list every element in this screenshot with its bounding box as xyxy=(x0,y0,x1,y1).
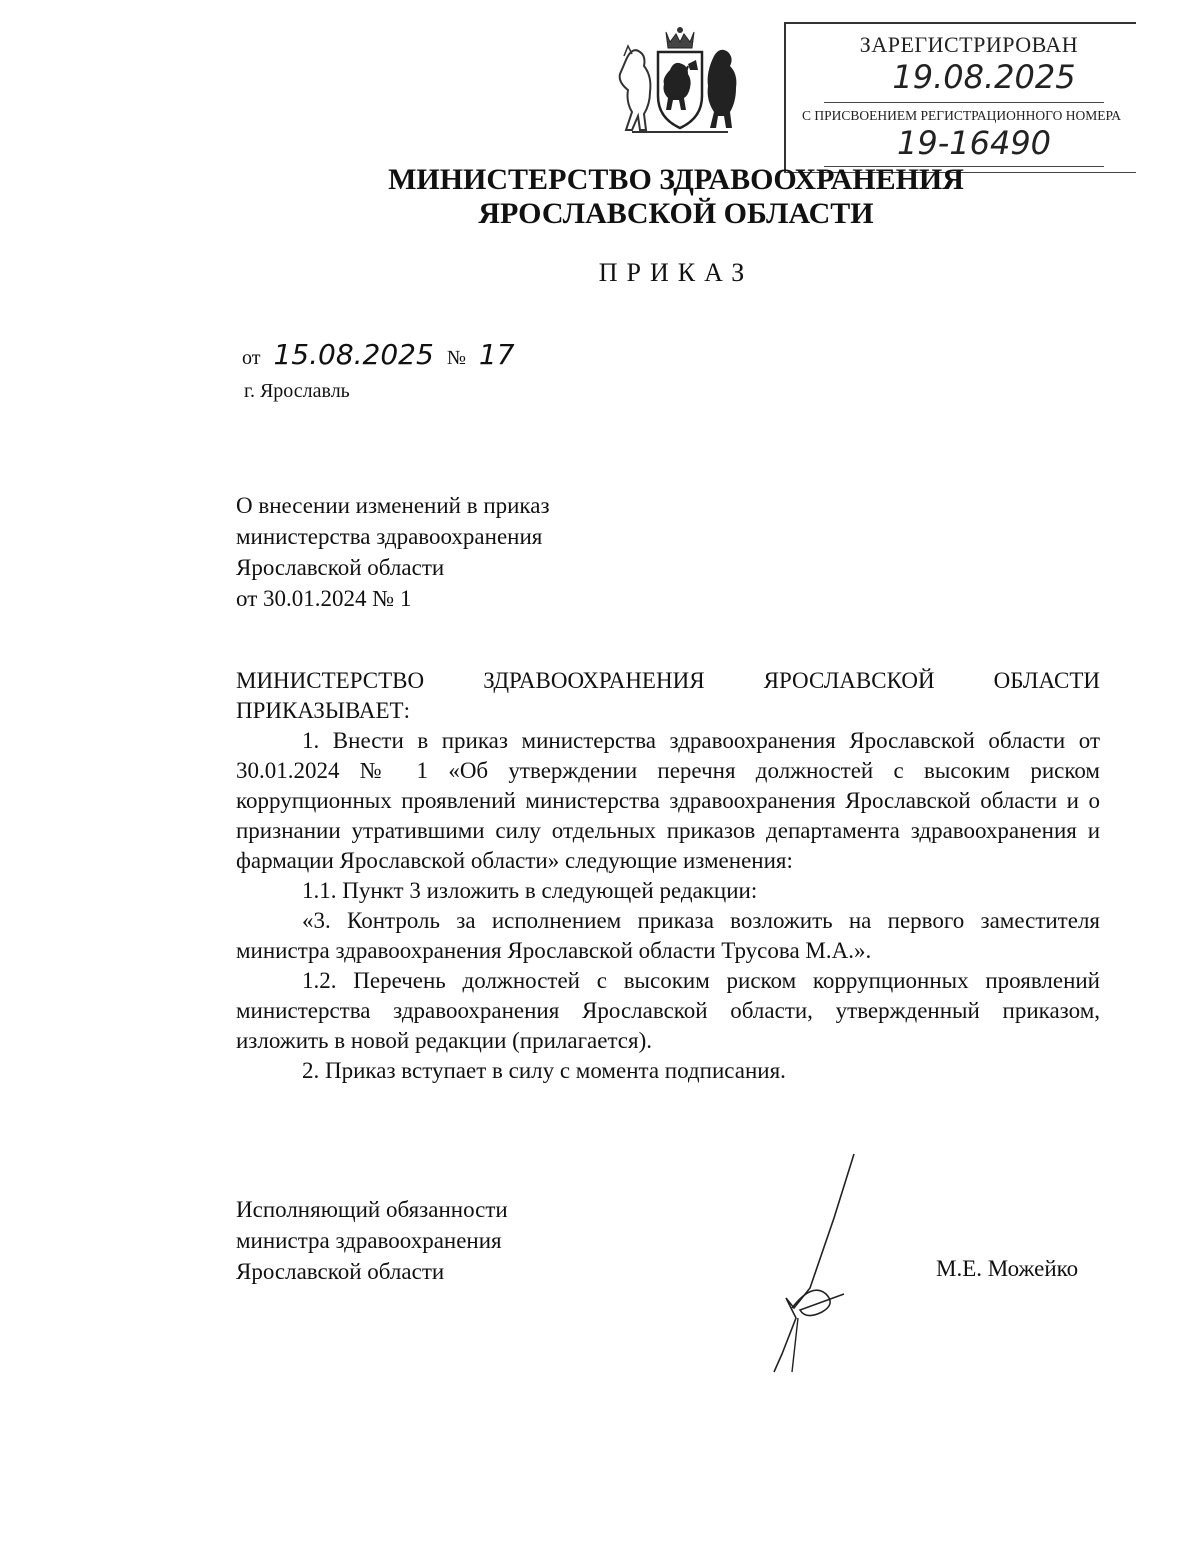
stamp-frame-left xyxy=(784,22,786,172)
stamp-title: ЗАРЕГИСТРИРОВАН xyxy=(859,32,1079,57)
body-paragraph-1-2: 1.2. Перечень должностей с высоким риском коррупционных проявлений министерства здравоохранения Ярославской области, утвержденный приказом, изложить в новой редакции (прилагается). xyxy=(236,968,1100,1053)
order-date-number-line xyxy=(242,338,523,371)
stamp-date-underline xyxy=(824,102,1104,103)
subject-line: Ярославской области xyxy=(236,555,445,580)
signer-position xyxy=(236,1194,508,1287)
stamp-subtitle: С ПРИСВОЕНИЕМ РЕГИСТРАЦИОННОГО НОМЕРА xyxy=(802,108,1121,123)
body-paragraph-1: 1. Внести в приказ министерства здравоохранения Ярославской области от 30.01.2024 № 1 «Об утверждении перечня должностей с высоким риском коррупционных проявлений министерства здравоохранения Ярославской области и о признании утратившими силу отдельных приказов департамента здравоохранения и фармации Ярославской области» следующие изменения: xyxy=(236,728,1100,873)
document-type: ПРИКАЗ xyxy=(598,258,754,287)
ministry-title-line2: ЯРОСЛАВСКОЙ ОБЛАСТИ xyxy=(478,197,874,230)
stamp-registration-date: 19.08.2025 xyxy=(892,58,1076,96)
order-date: 15.08.2025 xyxy=(273,338,434,371)
subject-line: О внесении изменений в приказ xyxy=(236,493,550,518)
order-subject xyxy=(236,490,550,614)
order-city: г. Ярославль xyxy=(244,380,350,402)
body-paragraph-2: 2. Приказ вступает в силу с момента подписания. xyxy=(302,1058,786,1083)
signer-name: М.Е. Можейко xyxy=(936,1256,1079,1281)
signer-position-line: министра здравоохранения xyxy=(236,1228,502,1253)
signer-position-line: Исполняющий обязанности xyxy=(236,1197,508,1222)
signer-position-line: Ярославской области xyxy=(236,1259,445,1284)
body-paragraph-1-1: 1.1. Пункт 3 изложить в следующей редакции: xyxy=(302,878,758,903)
ministry-title-line1: МИНИСТЕРСТВО ЗДРАВООХРАНЕНИЯ xyxy=(388,163,964,196)
number-prefix: № xyxy=(446,347,466,369)
body-paragraph-1-1-quote: «3. Контроль за исполнением приказа возложить на первого заместителя министра здравоохранения Ярославской области Трусова М.А.». xyxy=(236,908,1100,963)
coat-of-arms-emblem xyxy=(618,26,742,138)
order-number: 17 xyxy=(478,338,515,371)
stamp-frame-top xyxy=(784,22,1136,24)
registration-stamp xyxy=(784,22,1136,174)
subject-line: от 30.01.2024 № 1 xyxy=(236,586,412,611)
subject-line: министерства здравоохранения xyxy=(236,524,543,549)
handwritten-signature xyxy=(726,1148,876,1378)
order-body xyxy=(236,666,1100,1086)
body-preamble: МИНИСТЕРСТВО ЗДРАВООХРАНЕНИЯ ЯРОСЛАВСКОЙ ОБЛАСТИ ПРИКАЗЫВАЕТ: xyxy=(236,668,1100,723)
date-prefix: от xyxy=(242,347,261,369)
stamp-registration-number: 19-16490 xyxy=(896,124,1052,162)
